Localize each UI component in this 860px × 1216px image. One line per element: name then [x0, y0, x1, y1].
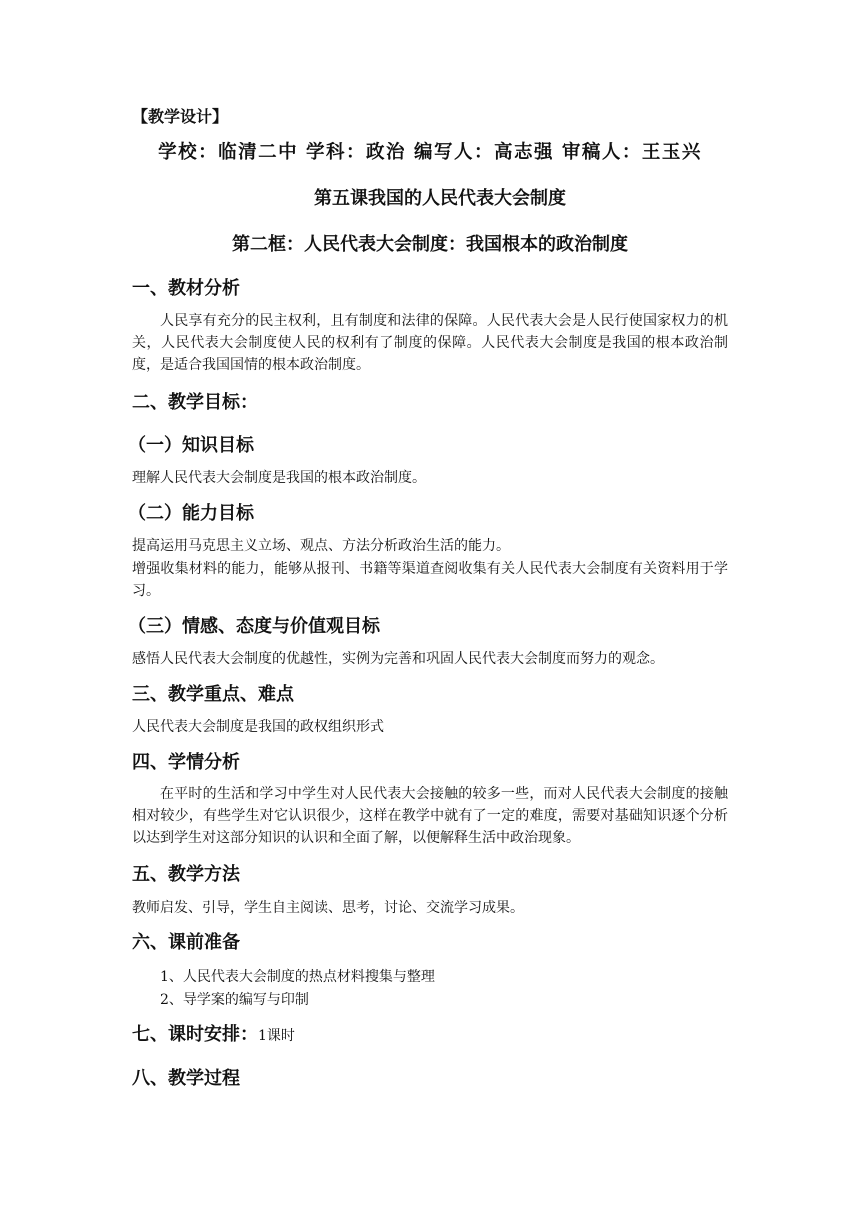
schedule-row — [132, 1020, 295, 1046]
section-title: 第二框：人民代表大会制度：我国根本的政治制度 — [232, 234, 628, 255]
ability-goal-line1: 提高运用马克思主义立场、观点、方法分析政治生活的能力。 — [132, 538, 510, 554]
heading-ability-goal: （二）能力目标 — [128, 503, 254, 524]
heading-teaching-process: 八、教学过程 — [132, 1068, 240, 1089]
teaching-method-text: 教师启发、引导，学生自主阅读、思考，讨论、交流学习成果。 — [132, 900, 524, 916]
key-points-text: 人民代表大会制度是我国的政权组织形式 — [132, 719, 384, 735]
ability-goal-line2: 增强收集材料的能力，能够从报刊、书籍等渠道查阅收集有关人民代表大会制度有关资料用于学习。 — [132, 561, 728, 599]
schedule-value: 1课时 — [258, 1028, 295, 1044]
heading-material-analysis: 一、教材分析 — [132, 278, 240, 299]
student-analysis-text: 在平时的生活和学习中学生对人民代表大会接触的较多一些，而对人民代表大会制度的接触相对较少，有些学生对它认识很少，这样在教学中就有了一定的难度，需要对基础知识逐个分析以达到学生对这部分知识的认识和全面了解，以便解释生活中政治现象。 — [132, 786, 728, 846]
heading-schedule: 七、课时安排： — [132, 1024, 258, 1045]
heading-key-points: 三、教学重点、难点 — [132, 684, 294, 705]
heading-value-goal: （三）情感、态度与价值观目标 — [128, 616, 380, 637]
design-tag: 【教学设计】 — [132, 107, 229, 126]
heading-teaching-method: 五、教学方法 — [132, 864, 240, 885]
heading-knowledge-goal: （一）知识目标 — [128, 435, 254, 456]
heading-student-analysis: 四、学情分析 — [132, 752, 240, 773]
preparation-item-1: 1、人民代表大会制度的热点材料搜集与整理 — [160, 969, 435, 985]
preparation-item-2: 2、导学案的编写与印制 — [160, 992, 309, 1008]
material-analysis-text: 人民享有充分的民主权利，且有制度和法律的保障。人民代表大会是人民行使国家权力的机关，人民代表大会制度使人民的权利有了制度的保障。人民代表大会制度是我国的根本政治制度，是适合我国国情的根本政治制度。 — [132, 313, 728, 373]
knowledge-goal-text: 理解人民代表大会制度是我国的根本政治制度。 — [132, 470, 426, 486]
author-info: 学校：临清二中 学科：政治 编写人：高志强 审稿人：王玉兴 — [158, 142, 702, 163]
value-goal-text: 感悟人民代表大会制度的优越性，实例为完善和巩固人民代表大会制度而努力的观念。 — [132, 651, 664, 667]
heading-teaching-goals: 二、教学目标： — [132, 392, 258, 413]
heading-preparation: 六、课前准备 — [132, 932, 240, 953]
lesson-title: 第五课我国的人民代表大会制度 — [314, 188, 566, 209]
